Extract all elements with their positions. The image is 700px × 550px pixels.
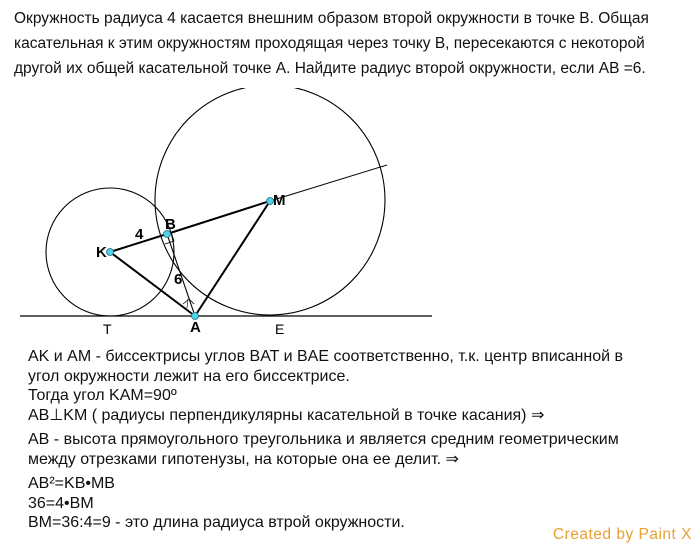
solution-line: AK и AM - биссектрисы углов BAT и BAE соответственно, т.к. центр вписанной в [28,348,623,365]
solution-line: между отрезками гипотенузы, на которые она ее делит. ⇒ [28,450,459,468]
problem-statement [14,6,690,81]
solution-line: BM=36:4=9 - это длина радиуса втрой окружности. [28,514,405,531]
problem-line: касательная к этим окружностям проходящая через точку B, пересекаются с некоторой [14,35,645,52]
label-ab: 6 [174,271,183,288]
solution-line: угол окружности лежит на его биссектрисе. [28,367,350,385]
solution-line: AB²=KB•MB [28,475,115,492]
label-k: K [96,244,107,261]
problem-line: Окружность радиуса 4 касается внешним образом второй окружности в точке B. Общая [14,10,649,27]
label-radius: 4 [135,226,144,243]
solution-text [28,347,688,533]
label-t: T [103,321,112,337]
solution-line: Тогда угол KAM=90º [28,387,177,404]
geometry-figure [0,88,700,346]
label-m: M [273,192,286,209]
problem-line: другой их общей касательной точке A. Найдите радиус второй окружности, если AB =6. [14,60,646,77]
solution-line: 36=4•BM [28,494,94,512]
line-m-extension [270,165,387,201]
label-e: E [275,321,285,337]
solution-line: AB - высота прямоугольного треугольника и является средним геометрическим [28,431,619,448]
line-bm [167,201,270,234]
point-k [107,249,114,256]
watermark: Created by Paint X [552,526,692,543]
right-angle-mark [183,299,194,304]
label-a: A [190,319,201,336]
solution-line: AB⊥KM ( радиусы перпендикулярны касательной в точке касания) ⇒ [28,406,545,424]
label-b: B [165,216,176,233]
line-am [195,201,270,316]
